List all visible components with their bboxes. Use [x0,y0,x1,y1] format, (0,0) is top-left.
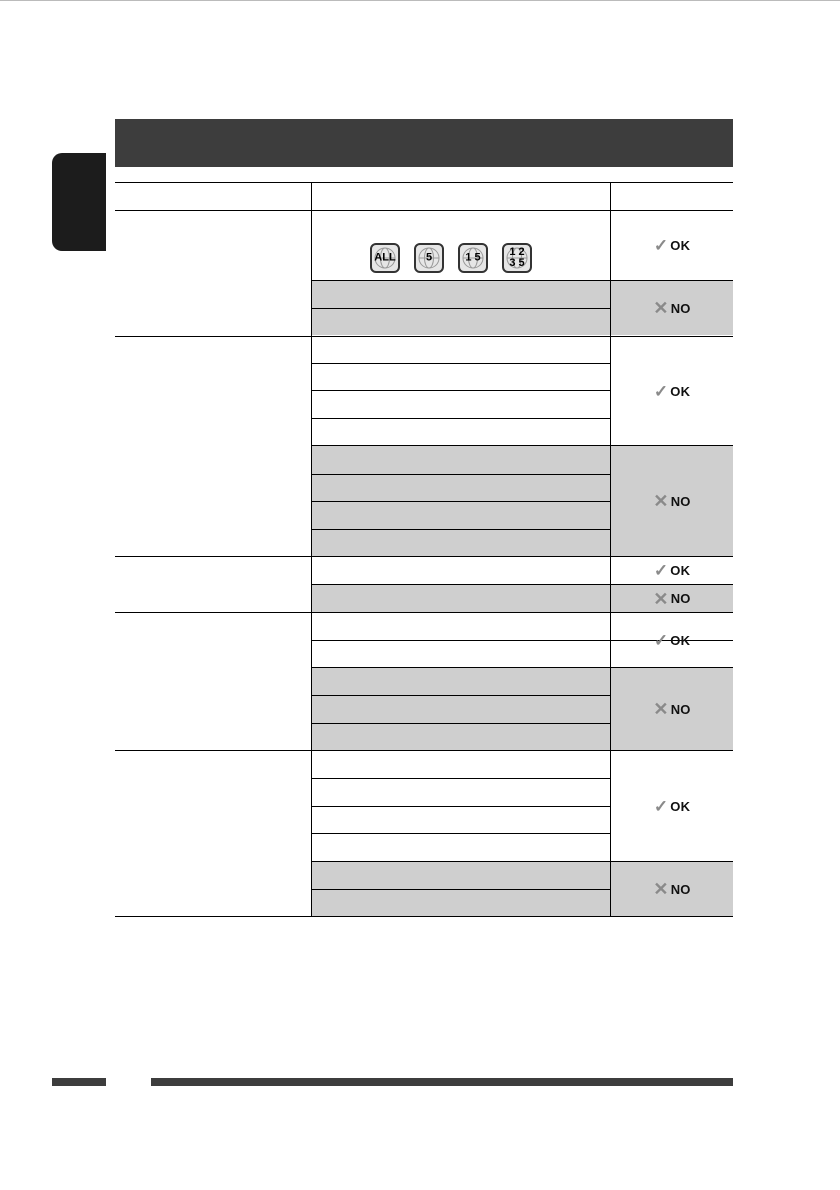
check-icon: ✓ [653,381,669,401]
status-no [611,862,733,916]
table-rule [312,529,610,530]
table-rule [312,308,610,309]
cross-icon: ✕ [653,588,669,609]
status-ok-label: OK [670,798,691,814]
region-label: ALL [374,251,396,264]
status-no-label: NO [670,300,691,316]
status-no [611,446,733,556]
region-5-icon [414,243,444,273]
table-rule [312,390,610,391]
language-tab [52,153,106,251]
table-rule [312,363,610,364]
table-rule [312,833,610,834]
table-rule [312,501,610,502]
cross-icon: ✕ [653,298,669,318]
status-ok [611,751,733,861]
status-no-label: NO [670,881,691,897]
table-rule [312,474,610,475]
region-label: 1 2 3 5 [509,246,525,269]
status-ok [611,613,733,667]
footer-bar-left [52,1078,106,1086]
table-rule [312,806,610,807]
table-rule [312,418,610,419]
table-rule [312,889,610,890]
cell-shaded [312,668,610,750]
region-1-2-3-5-icon [502,243,532,273]
status-ok-label: OK [670,238,691,253]
table-rule [312,723,610,724]
status-ok-label: OK [670,632,691,648]
check-icon: ✓ [653,236,669,255]
status-ok-label: OK [670,563,691,578]
check-icon: ✓ [653,796,669,816]
region-label: 5 [425,251,433,264]
region-code-icons [370,243,532,273]
cell-shaded [312,585,610,613]
cross-icon: ✕ [653,491,669,511]
check-icon: ✓ [653,630,669,650]
table-rule [312,778,610,779]
status-no [611,668,733,750]
table-column-rule [311,182,312,916]
cross-icon: ✕ [653,879,669,899]
region-all-icon [370,243,400,273]
table-rule [115,182,733,183]
cross-icon: ✕ [653,699,669,719]
table-rule [115,916,733,917]
status-no [611,281,733,335]
status-no-label: NO [670,701,691,717]
status-ok [611,337,733,445]
status-no [611,585,733,612]
check-icon: ✓ [653,561,669,580]
status-no-label: NO [670,591,691,606]
region-1-5-icon [458,243,488,273]
status-ok-label: OK [670,383,691,399]
status-ok [611,211,733,280]
status-ok [611,557,733,584]
status-no-label: NO [670,493,691,509]
table-rule [312,695,610,696]
footer-bar-right [151,1078,733,1086]
top-rule [0,0,840,1]
section-header-bar [115,119,733,167]
region-label: 1 5 [465,251,481,264]
